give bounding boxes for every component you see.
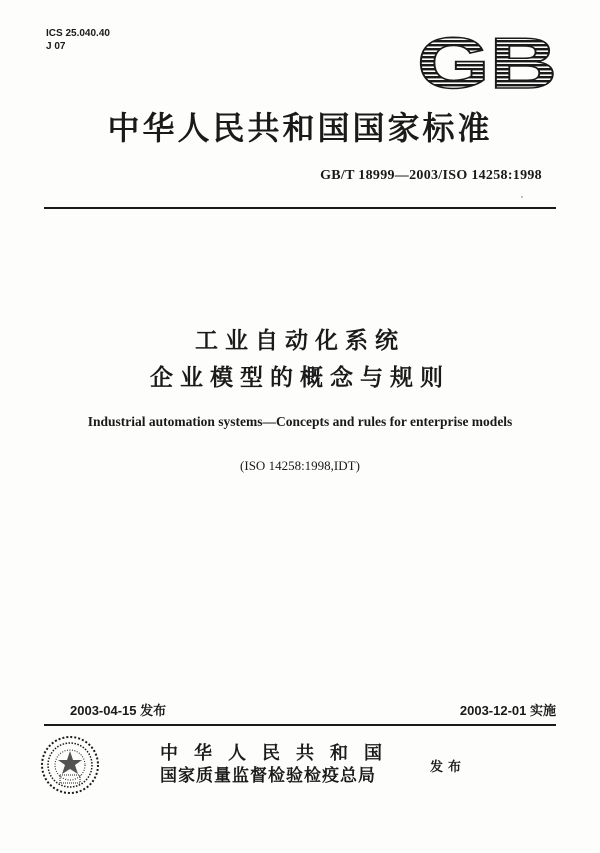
publish-label: 发布 bbox=[430, 760, 467, 775]
equivalence-note: (ISO 14258:1998,IDT) bbox=[240, 458, 360, 473]
ics-code: ICS 25.040.40 bbox=[46, 28, 110, 39]
standard-title: 中华人民共和国国家标准 bbox=[107, 109, 493, 147]
issuer-line1: 中华人民共和国 bbox=[160, 743, 398, 764]
speck-mark: ' bbox=[521, 195, 523, 203]
issue-date: 2003-04-15 发布 bbox=[70, 703, 167, 718]
gb-logo-text: GB bbox=[417, 32, 557, 94]
title-cn-line1: 工业自动化系统 bbox=[195, 328, 405, 354]
implementation-date: 2003-12-01 实施 bbox=[459, 703, 556, 718]
national-emblem-icon bbox=[40, 735, 100, 795]
standard-number: GB/T 18999—2003/ISO 14258:1998 bbox=[320, 168, 542, 183]
title-cn-line2: 企业模型的概念与规则 bbox=[150, 365, 450, 391]
bottom-divider bbox=[44, 724, 556, 726]
top-divider bbox=[44, 207, 556, 209]
issuer-line2: 国家质量监督检验检疫总局 bbox=[160, 766, 376, 786]
ccs-code: J 07 bbox=[46, 41, 66, 52]
title-english: Industrial automation systems—Concepts and rules for enterprise models bbox=[87, 414, 513, 429]
gb-logo-icon bbox=[412, 32, 562, 94]
